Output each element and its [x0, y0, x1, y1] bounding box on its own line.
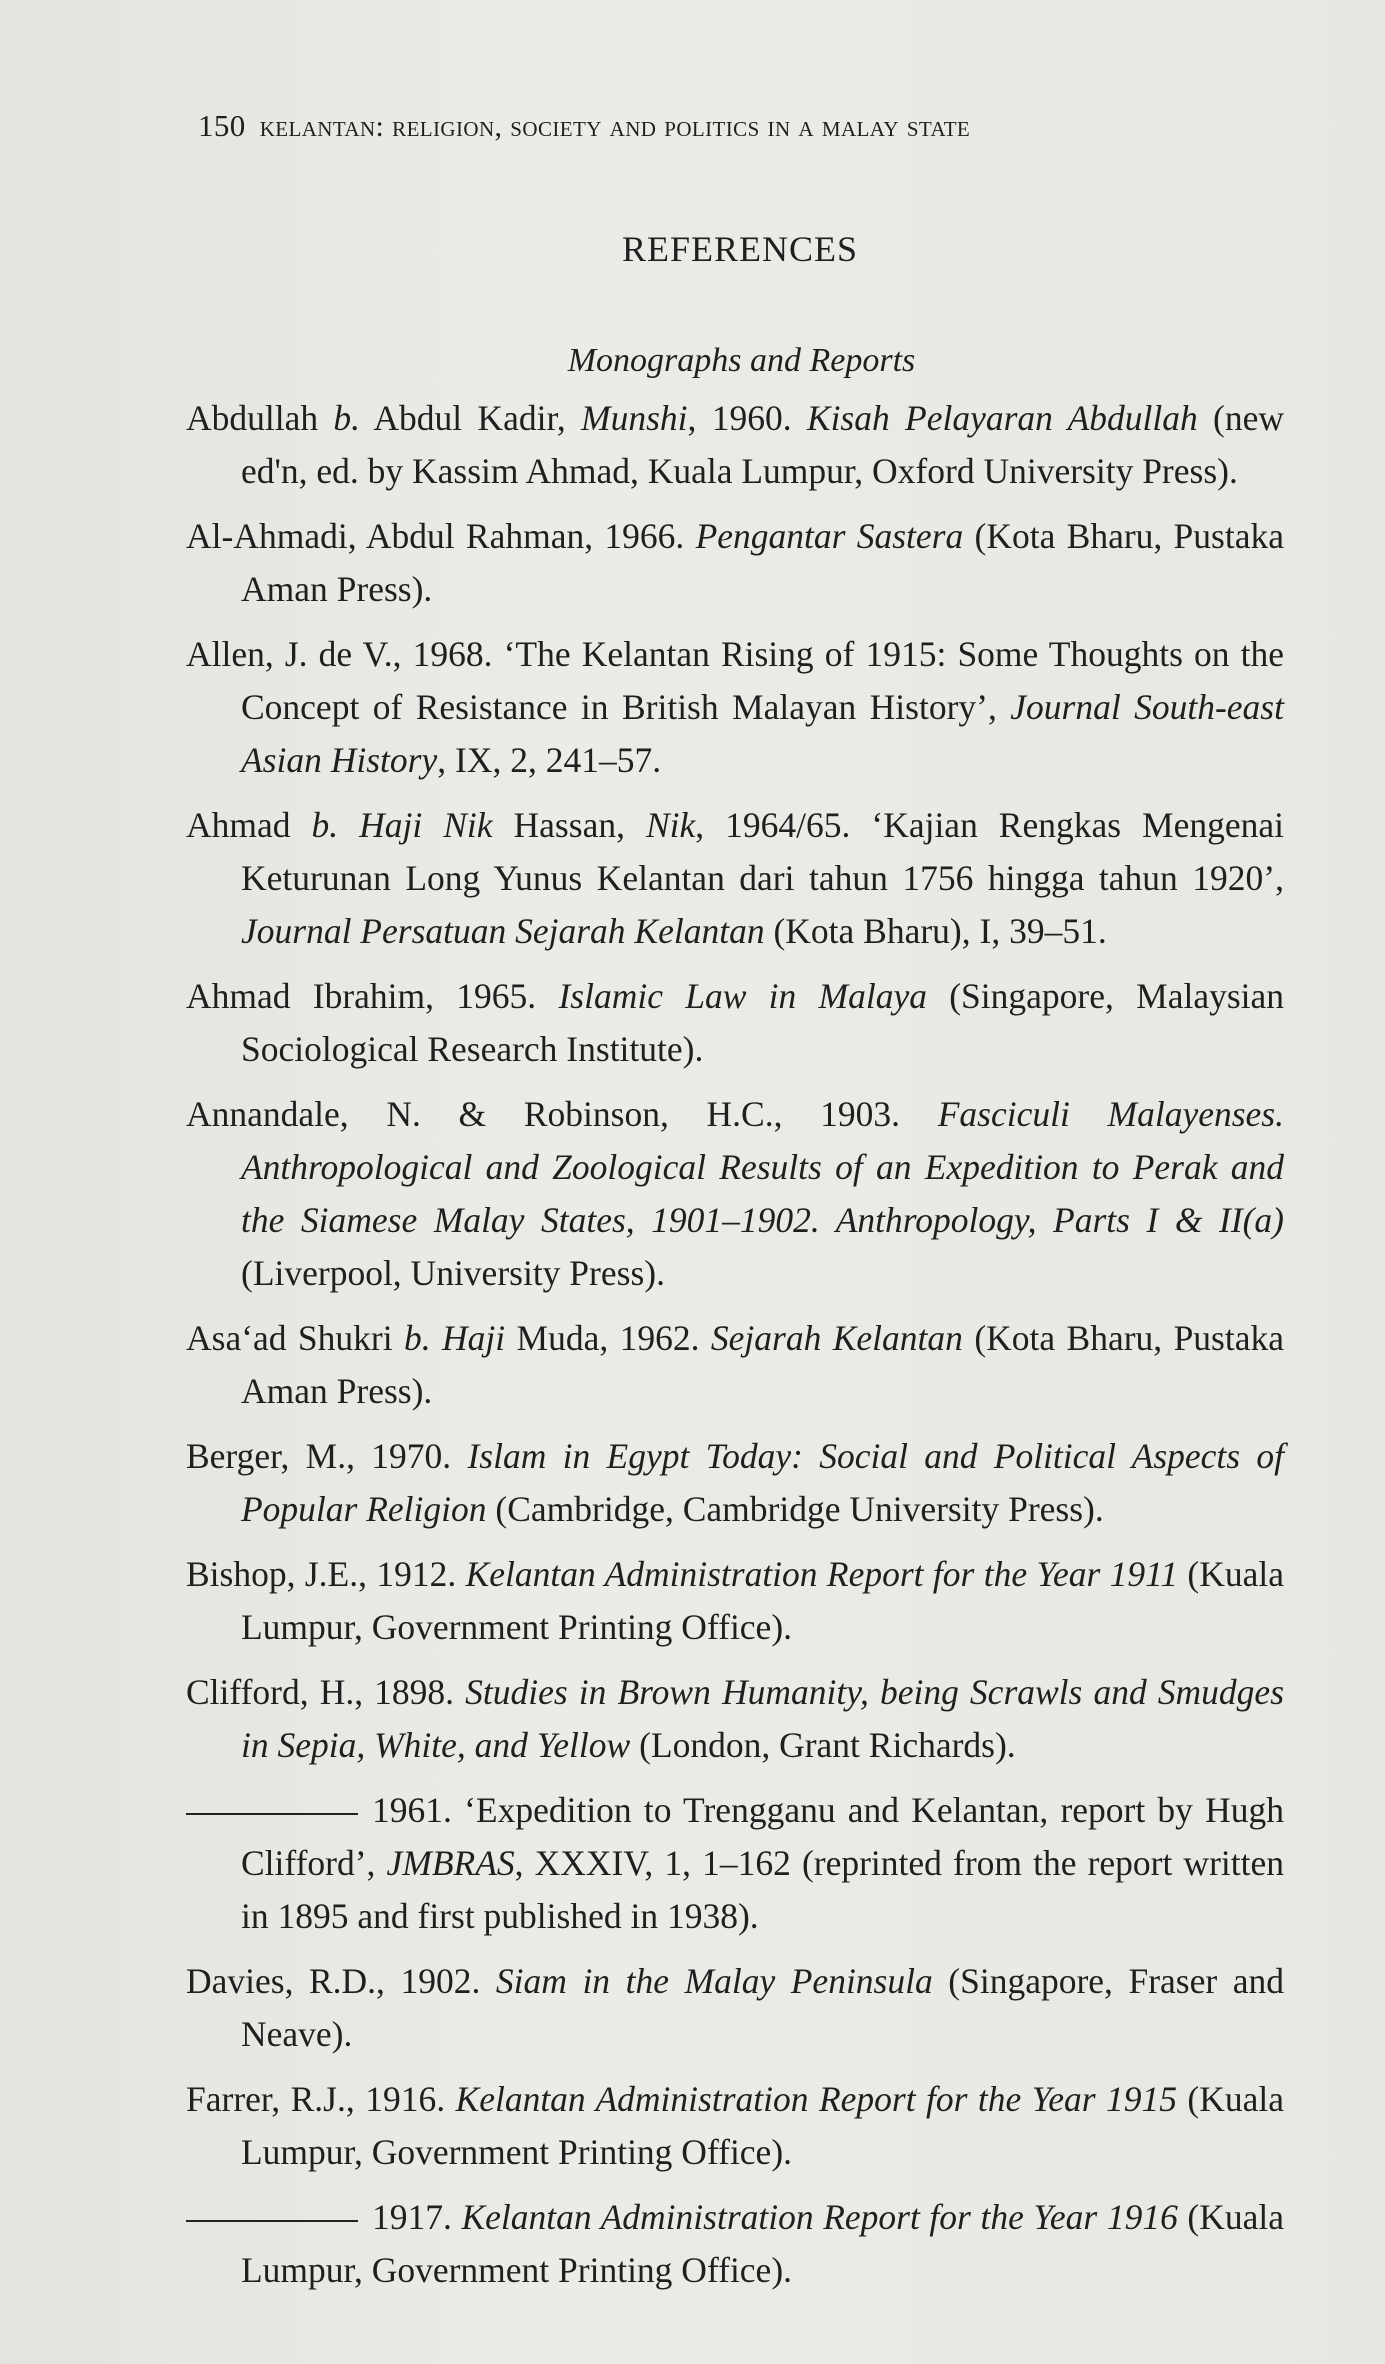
reference-publication: (Kota Bharu, Pustaka Aman Press).: [241, 516, 1284, 609]
reference-publication: (Kuala Lumpur, Government Printing Office).: [241, 2079, 1285, 2172]
reference-author: Ahmad: [186, 805, 312, 845]
reference-title: Islamic Law in Malaya: [558, 976, 927, 1016]
reference-year: , 1964/65. ‘Kajian Rengkas Mengenai Keturunan Long Yunus Kelantan dari tahun 1756 hingga tahun 1920’,: [241, 805, 1285, 898]
reference-author: Al-Ahmadi, Abdul Rahman, 1966.: [186, 516, 696, 556]
reference-entry: [186, 1955, 1284, 2061]
reference-title: Studies in Brown Humanity, being Scrawls and Smudges in Sepia, White, and Yellow: [241, 1672, 1285, 1765]
running-head-title: kelantan: religion, society and politics in a malay state: [259, 110, 971, 143]
reference-list: [186, 392, 1284, 2309]
reference-entry: [186, 1666, 1284, 1772]
reference-author: Berger, M., 1970.: [186, 1436, 468, 1476]
page-title: REFERENCES: [621, 229, 859, 269]
section-subheading: Monographs and Reports: [567, 342, 916, 379]
reference-entry: [186, 628, 1284, 787]
reference-title: Sejarah Kelantan: [710, 1318, 963, 1358]
reference-title: Kelantan Administration Report for the Year 1911: [465, 1554, 1179, 1594]
reference-italic-name: Munshi: [581, 398, 688, 438]
reference-title: Siam in the Malay Peninsula: [495, 1961, 933, 2001]
reference-publication: (Cambridge, Cambridge University Press).: [486, 1489, 1104, 1529]
reference-entry: [186, 2073, 1284, 2179]
reference-author: 1917.: [372, 2197, 462, 2237]
reference-publication: , IX, 2, 241–57.: [437, 740, 662, 780]
reference-author: Abdullah: [186, 398, 334, 438]
reference-entry: [186, 970, 1284, 1076]
reference-year: , 1960.: [687, 398, 807, 438]
reference-entry: [186, 1312, 1284, 1418]
reference-author: Farrer, R.J., 1916.: [186, 2079, 456, 2119]
reference-publication: (Kota Bharu), I, 39–51.: [764, 911, 1107, 951]
ditto-rule: [186, 2220, 358, 2222]
reference-title: Journal South-east Asian History: [241, 687, 1284, 780]
reference-entry: [186, 1784, 1284, 1943]
running-head: [198, 108, 1238, 144]
reference-title: Islam in Egypt Today: Social and Political Aspects of Popular Religion: [241, 1436, 1284, 1529]
reference-title: Fasciculi Malayenses. Anthropological and Zoological Results of an Expedition to Perak and the Siamese Malay States, 1901–1902. Anthropology, Parts I & II(a): [241, 1094, 1284, 1240]
reference-entry: [186, 1548, 1284, 1654]
reference-author-rest: Abdul Kadir,: [360, 398, 582, 438]
reference-title: Pengantar Sastera: [695, 516, 964, 556]
reference-publication: (Singapore, Fraser and Neave).: [241, 1961, 1284, 2054]
reference-title: Journal Persatuan Sejarah Kelantan: [241, 911, 765, 951]
page-number: 150: [198, 108, 246, 143]
reference-title: Kelantan Administration Report for the Year 1916: [461, 2197, 1178, 2237]
reference-entry: [186, 510, 1284, 616]
reference-author: Clifford, H., 1898.: [186, 1672, 466, 1712]
reference-entry: [186, 2191, 1284, 2297]
reference-author: Ahmad Ibrahim, 1965.: [186, 976, 559, 1016]
reference-author: Asa‘ad Shukri: [186, 1318, 405, 1358]
reference-italic-name: b. Haji Nik: [311, 805, 493, 845]
reference-publication: (Kuala Lumpur, Government Printing Office).: [241, 2197, 1285, 2290]
reference-publication: (Singapore, Malaysian Sociological Research Institute).: [241, 976, 1285, 1069]
reference-author: 1961. ‘Expedition to Trengganu and Kelantan, report by Hugh Clifford’,: [241, 1790, 1284, 1883]
reference-publication: (London, Grant Richards).: [630, 1725, 1016, 1765]
reference-publication: (new ed'n, ed. by Kassim Ahmad, Kuala Lumpur, Oxford University Press).: [241, 398, 1285, 491]
reference-entry: [186, 1088, 1284, 1300]
reference-author-rest: Muda, 1962.: [505, 1318, 711, 1358]
reference-title: JMBRAS: [386, 1843, 515, 1883]
reference-entry: [186, 1430, 1284, 1536]
reference-publication: (Liverpool, University Press).: [241, 1253, 665, 1293]
reference-author: Davies, R.D., 1902.: [186, 1961, 496, 2001]
reference-entry: [186, 392, 1284, 498]
reference-publication: (Kota Bharu, Pustaka Aman Press).: [241, 1318, 1284, 1411]
reference-entry: [186, 799, 1284, 958]
reference-italic-name: b.: [333, 398, 361, 438]
ditto-rule: [186, 1813, 358, 1815]
reference-italic-name: Nik: [645, 805, 696, 845]
reference-author: Allen, J. de V., 1968. ‘The Kelantan Rising of 1915: Some Thoughts on the Concept of Resistance in British Malayan History’,: [186, 634, 1284, 727]
reference-author-rest: Hassan,: [492, 805, 646, 845]
reference-publication: , XXXIV, 1, 1–162 (reprinted from the report written in 1895 and first published in 1938).: [241, 1843, 1284, 1936]
reference-title: Kisah Pelayaran Abdullah: [806, 398, 1198, 438]
reference-publication: (Kuala Lumpur, Government Printing Office).: [241, 1554, 1284, 1647]
reference-italic-name: b. Haji: [404, 1318, 506, 1358]
reference-author: Bishop, J.E., 1912.: [186, 1554, 466, 1594]
reference-title: Kelantan Administration Report for the Year 1915: [455, 2079, 1177, 2119]
reference-author: Annandale, N. & Robinson, H.C., 1903.: [186, 1094, 938, 1134]
